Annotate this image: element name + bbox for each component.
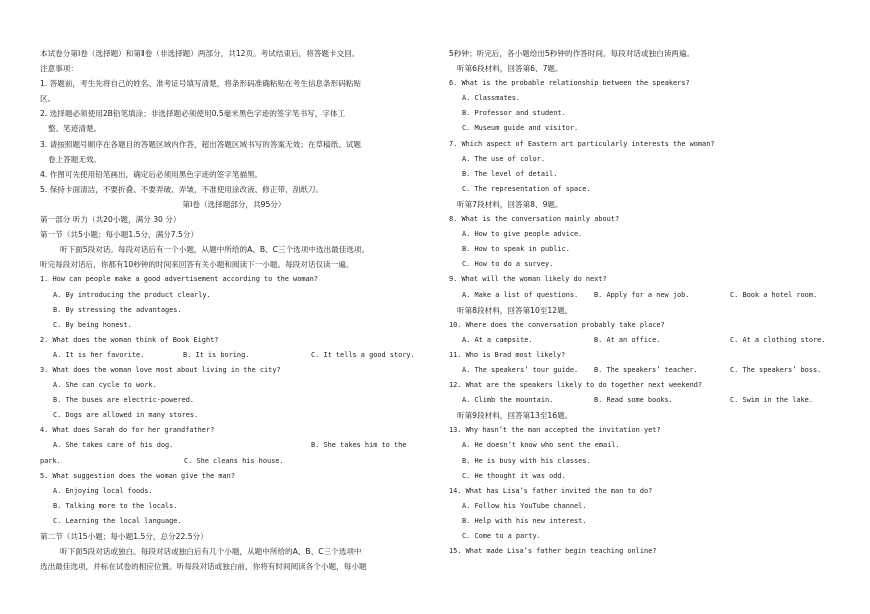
option: A. It is her favorite. [53,350,145,359]
instructions: 听完每段对话后，你都有10秒钟的时间来回答有关小题和阅读下一小题。每段对话仅读一遍。 [40,260,354,270]
option: C. It tells a good story. [311,350,415,359]
question-2: 2. What does the woman think of Book Eight? [40,335,219,344]
instructions: 听下面5段对话。每段对话后有一个小题，从题中所给的A、B、C三个选项中选出最佳选项。 [60,245,370,255]
option: B. How to speak in public. [462,245,570,254]
option-row [40,454,428,469]
subsection-title: 第一节（共5小题；每小题1.5分，满分7.5分） [40,230,199,240]
option-row [449,363,841,378]
option: B. The level of detail. [462,169,558,178]
notice-item-cont: 卷上答题无效。 [48,154,102,164]
option: A. By introducing the product clearly. [53,290,211,299]
option: A. He doesn’t know who sent the email. [462,441,620,450]
section-title: 第一部分 听力（共20小题，满分 30 分） [40,215,181,225]
option: A. She takes care of his dog. [53,441,174,450]
part-title: 第Ⅰ卷（选择题部分，共95分） [182,199,286,209]
instructions: 听下面5段对话或独白。每段对话或独白后有几个小题，从题中所给的A、B、C三个选项中 [60,547,362,557]
option-row [449,393,841,408]
question-12: 12. What are the speakers likely to do together next weekend? [449,381,703,390]
option: C. Come to a party. [462,532,541,540]
option: A. Make a list of questions. [462,290,579,299]
instructions: 5秒钟；听完后，各小题给出5秒钟的作答时间。每段对话或独白读两遍。 [449,49,695,58]
option: A. Classmates. [462,94,521,103]
option: C. The representation of space. [462,184,591,193]
question-8: 8. What is the conversation mainly about? [449,215,620,224]
material-note: 听第6段材料，回答第6、7题。 [457,64,563,74]
option: B. Talking more to the locals. [53,501,178,510]
option: B. The buses are electric-powered. [53,396,195,405]
option: A. Enjoying local foods. [53,486,153,495]
question-4: 4. What does Sarah do for her grandfather? [40,426,215,435]
question-11: 11. Who is Brad most likely? [449,350,566,359]
option: C. At a clothing store. [730,335,826,344]
option-row [40,348,428,363]
option: B. Help with his new interest. [462,516,587,525]
option-row [40,438,428,453]
material-note: 听第9段材料，回答第13至16题。 [457,411,573,421]
subsection-title: 第二节（共15小题；每小题1.5分，总分22.5分） [40,532,208,541]
intro-line: 本试卷分第Ⅰ卷（选择题）和第Ⅱ卷（非选择题）两部分，共12页。考试结束后，将答题卡交回。 [40,49,360,58]
left-column [40,46,428,574]
option: B. The speakers’ teacher. [594,365,698,374]
option: B. Apply for a new job. [594,290,690,299]
instructions: 选出最佳选项，并标在试卷的相应位置。听每段对话或独白前，你将有时间阅读各个小题，每小题 [40,562,367,572]
notice-item-cont: 区。 [40,94,56,104]
option: C. Book a hotel room. [730,290,818,299]
option: B. Professor and student. [462,109,566,118]
option: C. Learning the local language. [53,516,182,525]
option: C. She cleans his house. [184,456,284,465]
option: C. He thought it was odd. [462,471,566,480]
notice-item: 2. 选择题必须使用2B铅笔填涂；非选择题必须使用0.5毫米黑色字迹的签字笔书写，字体工 [40,109,346,119]
option: C. Swim in the lake. [730,396,813,405]
option-row [449,333,841,348]
option: C. How to do a survey. [462,260,554,269]
question-7: 7. Which aspect of Eastern art particularly interests the woman? [449,139,715,148]
question-1: 1. How can people make a good advertisement according to the woman? [40,275,318,284]
question-10: 10. Where does the conversation probably take place? [449,320,665,329]
notice-item: 1. 答题前，考生先将自己的姓名、准考证号填写清楚，将条形码准确粘贴在考生信息条形码粘贴 [40,79,361,89]
option-cont: park. [40,456,61,465]
material-note: 听第7段材料，回答第8、9题。 [457,199,563,209]
notice-title: 注意事项： [40,64,78,74]
notice-item-cont: 整、笔迹清楚。 [48,124,102,134]
option: A. Follow his YouTube channel. [462,501,587,510]
option: A. She can cycle to work. [53,381,157,390]
option: B. She takes him to the [311,441,407,450]
option: C. By being honest. [53,320,132,329]
question-3: 3. What does the woman love most about living in the city? [40,365,281,374]
question-13: 13. Why hasn’t the man accepted the invitation yet? [449,426,661,435]
question-6: 6. What is the probable relationship between the speakers? [449,79,690,88]
option: A. Climb the mountain. [462,396,554,405]
option-row [449,288,841,303]
option: C. Museum guide and visitor. [462,124,579,133]
option: B. He is busy with his classes. [462,456,591,465]
option: C. Dogs are allowed in many stores. [53,411,199,420]
question-14: 14. What has Lisa’s father invited the man to do? [449,486,653,495]
notice-item: 3. 请按照题号顺序在各题目的答题区域内作答，超出答题区域书写的答案无效；在草稿纸、试题 [40,139,361,149]
notice-item: 4. 作图可先使用铅笔画出，确定后必须用黑色字迹的签字笔描黑。 [40,169,263,179]
option: B. It is boring. [183,350,250,359]
notice-item: 5. 保持卡面清洁，不要折叠、不要弄破、弄皱，不准使用涂改液、修正带、刮纸刀。 [40,184,324,194]
question-9: 9. What will the woman likely do next? [449,275,607,284]
material-note: 听第8段材料，回答第10至12题。 [457,305,573,315]
option: C. The speakers’ boss. [730,365,822,374]
question-15: 15. What made Lisa’s father begin teaching online? [449,547,657,556]
right-column [449,50,841,559]
option: A. How to give people advice. [462,230,583,239]
option: A. At a campsite. [462,335,533,344]
option: A. The speakers’ tour guide. [462,365,579,374]
question-5: 5. What suggestion does the woman give the man? [40,471,235,480]
option: B. By stressing the advantages. [53,305,182,314]
option: A. The use of color. [462,154,545,163]
option: B. Read some books. [594,396,673,405]
option: B. At an office. [594,335,661,344]
